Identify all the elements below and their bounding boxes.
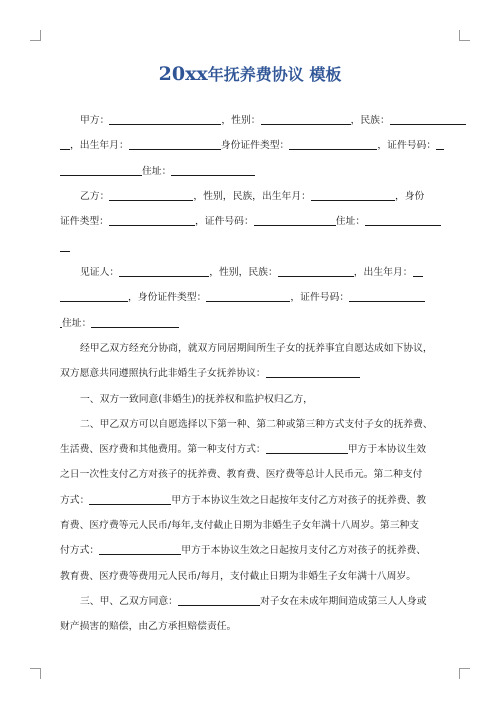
party-b-birth-field[interactable]: [311, 188, 395, 201]
agreement-name-field[interactable]: [266, 365, 360, 378]
witness-ethnicity-field[interactable]: [278, 264, 354, 277]
party-a-address-field[interactable]: [171, 163, 255, 176]
party-a-name-field[interactable]: [109, 112, 221, 125]
corner-mark-top-right: [459, 30, 470, 41]
title-year: 20xx: [158, 63, 208, 85]
party-b-address-field[interactable]: [365, 213, 441, 226]
title-text: 年抚养费协议 模板: [207, 65, 342, 84]
clause-1: 一、双方一致同意(非婚生)的抚养权和监护权归乙方，: [80, 393, 313, 405]
payment-method-3-field[interactable]: [99, 542, 181, 555]
payment-method-2-field[interactable]: [89, 492, 171, 505]
corner-mark-bottom-left: [30, 668, 41, 679]
payment-method-1-field[interactable]: [266, 441, 348, 454]
clause-2: 二、甲乙双方可以自愿选择以下第一种、第二种或第三种方式支付子女的抚养费、: [80, 418, 433, 430]
agreement-body: 经甲乙双方经充分协商，就双方同居期间所生子女的抚养事宜自愿达成如下协议， 双方愿意共同遵照执行此非婚生子女抚养协议： 一、双方一致同意(非婚生)的抚养权和监护权归乙方， 二、甲乙双方可以自愿选择以下第一种、第二种或第三种方式支付子女的抚养费、 生活费、医疗费和其他费用。第一种支付方式： 甲方于本协议生效 之日一次性支付乙方对孩子的抚养费、教育费、医疗费等总计人民币元。第二种支付 方式： 甲方于本协议生效之日起按年支付乙方对孩子的抚养费、教 育费、医疗费等元人民币/每年,支付截止日期为非婚生子女年满十八周岁。第三种支 付方式： 甲方于本协议生效之日起按月支付乙方对孩子的抚养费、 教育费、医疗费等费用元人民币/每月，支付截止日期为非婚生子女年满十八周岁。 三、甲、乙双方同意： 对子女在未成年期间造成第三人人身或 财产损害的赔偿，由乙方承担赔偿责任。: [60, 343, 433, 633]
party-a-id-number-field[interactable]: [60, 163, 142, 176]
party-b-name-field[interactable]: [109, 188, 193, 201]
witness-address-field[interactable]: [91, 315, 179, 328]
witness-name-field[interactable]: [119, 264, 209, 277]
party-b-id-type-field[interactable]: [109, 213, 195, 226]
witness-section: 见证人： ，性别，民族： ，出生年月： ，身份证件类型： ，证件号码： 住址：: [60, 260, 440, 336]
witness-id-number-field[interactable]: [349, 289, 425, 302]
witness-birth-field[interactable]: [60, 289, 128, 302]
party-a-ethnicity-field[interactable]: [390, 112, 466, 125]
party-a-birth-field[interactable]: [129, 137, 221, 150]
party-b-id-number-field[interactable]: [254, 213, 336, 226]
document-title: [0, 62, 500, 85]
clause-3: 三、甲、乙双方同意：: [80, 595, 178, 607]
corner-mark-top-left: [30, 30, 41, 41]
party-a-gender-field[interactable]: [261, 112, 351, 125]
preamble-text: 经甲乙双方经充分协商，就双方同居期间所生子女的抚养事宜自愿达成如下协议，: [80, 343, 433, 354]
liability-party-field[interactable]: [178, 593, 260, 606]
party-a-id-type-field[interactable]: [289, 137, 377, 150]
corner-mark-bottom-right: [459, 668, 470, 679]
party-a-section: 甲方： ，性别： ，民族： ，出生年月： 身份证件类型： ，证件号码： 住址：: [60, 108, 440, 184]
witness-id-type-field[interactable]: [206, 289, 290, 302]
party-b-section: 乙方： ，性别，民族，出生年月： ，身份 证件类型： ，证件号码： 住址：: [60, 184, 440, 260]
